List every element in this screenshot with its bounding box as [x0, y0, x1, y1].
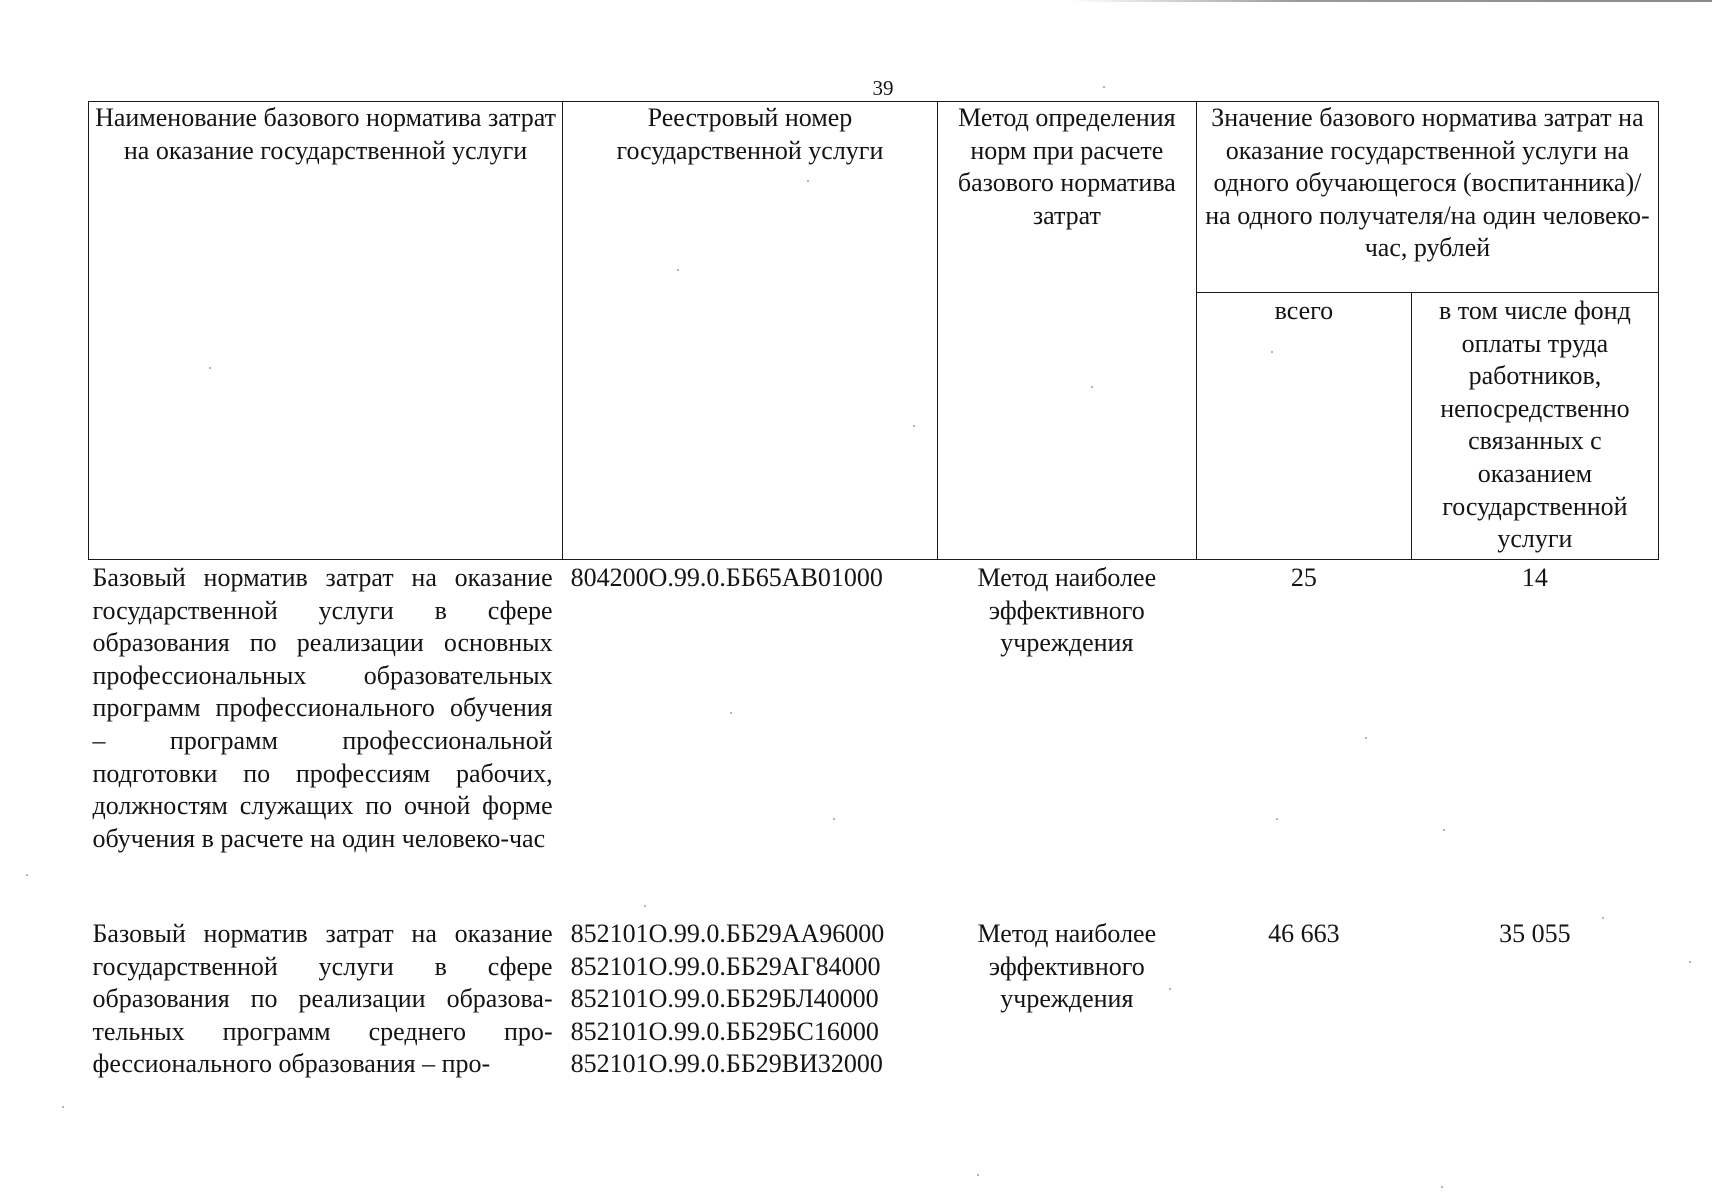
header-value: Значение базового норматива затрат на оказание государственной услуги на одного обучающегося (воспитанника)/на одного получателя/на один человеко-час, рублей: [1196, 102, 1658, 293]
cost-norms-table: [88, 101, 1659, 1098]
registry-number: 852101О.99.0.ББ29АА96000: [570, 919, 885, 948]
scan-speck: [1091, 386, 1093, 388]
scan-speck: [833, 818, 835, 820]
scan-speck: [807, 180, 809, 182]
scan-speck: [1365, 737, 1367, 739]
scan-speck: [977, 1174, 979, 1176]
table-header: [89, 102, 1659, 560]
scan-speck: [209, 367, 211, 369]
row-registry-numbers: [563, 560, 938, 903]
row-name: Базовый норматив затрат на оказание государственной услуги в сфере образования по реализации основных профессиональных образовательных программ профессионального обучения – программ профессиональной подготовки по профессиям рабочих, должностям служащих по очной форме обучения в расчете на один человеко-час: [92, 563, 553, 853]
scan-speck: [1276, 818, 1278, 820]
scan-speck: [1443, 829, 1445, 831]
row-method: Метод наиболее эффективного учреждения: [977, 919, 1157, 1014]
header-total: всего: [1196, 293, 1411, 560]
row-total: 25: [1290, 563, 1317, 592]
row-fund: 35 055: [1499, 919, 1571, 948]
scan-speck: [644, 905, 646, 907]
scan-speck: [1689, 961, 1691, 963]
scan-speck: [677, 269, 679, 271]
page-number: 39: [872, 76, 894, 100]
scan-speck: [1103, 86, 1105, 88]
scan-speck: [1271, 351, 1273, 353]
row-method: Метод наиболее эффективного учреждения: [977, 563, 1157, 658]
header-registry-number: Реестровый номер государственной услуги: [563, 102, 938, 560]
table-row: [89, 560, 1659, 903]
scan-edge-line: [1072, 0, 1712, 2]
scan-speck: [1169, 988, 1171, 990]
registry-number: 852101О.99.0.ББ29БС16000: [570, 1016, 879, 1046]
scan-speck: [26, 874, 28, 876]
scan-speck: [913, 425, 915, 427]
registry-number: 852101О.99.0.ББ29ВИ32000: [570, 1049, 883, 1079]
scan-speck: [62, 1106, 64, 1108]
scan-speck: [730, 712, 732, 714]
row-fund: 14: [1521, 563, 1548, 592]
header-fund: в том числе фонд оплаты труда работников, непосредственно связанных с оказанием государственной услуги: [1411, 293, 1658, 560]
registry-number: 804200О.99.0.ББ65АВ01000: [570, 563, 883, 592]
registry-number: 852101О.99.0.ББ29АГ84000: [570, 951, 881, 981]
table-row: [89, 902, 1659, 1098]
row-registry-numbers: [563, 902, 938, 1098]
row-name: Базовый норматив затрат на оказание государственной услуги в сфере образования по реализации образовательных программ среднего профессионального образования – про-: [92, 919, 553, 1079]
table-body: [89, 560, 1659, 1099]
header-method: Метод определения норм при расчете базового норматива затрат: [937, 102, 1196, 560]
header-name: Наименование базового норматива затрат на оказание государственной услуги: [89, 102, 563, 560]
scan-speck: [1441, 1186, 1443, 1188]
scan-speck: [1602, 917, 1604, 919]
registry-number: 852101О.99.0.ББ29БЛ40000: [570, 984, 879, 1014]
row-total: 46 663: [1268, 919, 1340, 948]
